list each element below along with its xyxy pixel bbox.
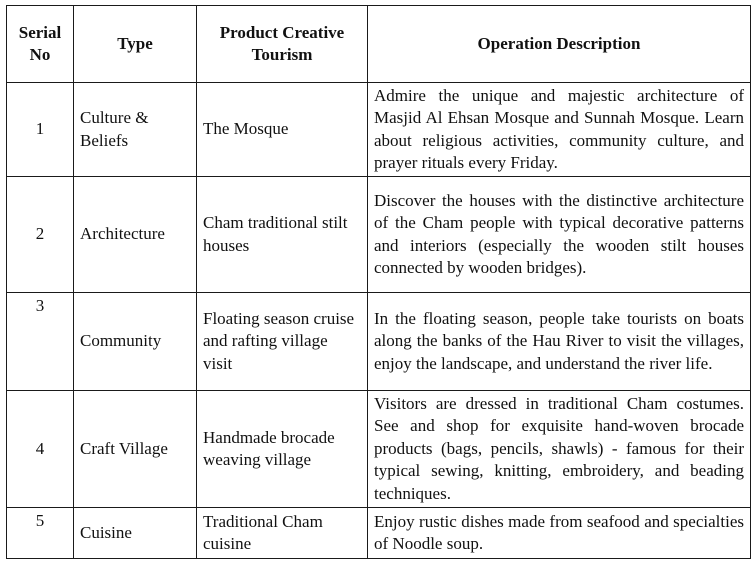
table-header xyxy=(7,6,751,83)
header-description: Operation Description xyxy=(368,6,751,83)
cell-serial: 5 xyxy=(7,508,74,559)
table-row xyxy=(7,391,751,508)
cell-description: Enjoy rustic dishes made from seafood and specialties of Noodle soup. xyxy=(368,508,751,559)
cell-type: Culture & Beliefs xyxy=(74,83,197,177)
cell-serial: 3 xyxy=(7,293,74,391)
header-product: Product Creative Tourism xyxy=(197,6,368,83)
cell-serial: 1 xyxy=(7,83,74,177)
cell-description: Visitors are dressed in traditional Cham costumes. See and shop for exquisite hand-woven brocade products (bags, pencils, shawls) - famous for their typical sewing, knitting, embroidery, and beading techniques. xyxy=(368,391,751,508)
table-body xyxy=(7,83,751,559)
cell-description: Admire the unique and majestic architecture of Masjid Al Ehsan Mosque and Sunnah Mosque. Learn about religious activities, community culture, and prayer rituals every Friday. xyxy=(368,83,751,177)
cell-product: Cham traditional stilt houses xyxy=(197,177,368,293)
table-row xyxy=(7,293,751,391)
table-row xyxy=(7,508,751,559)
table-row xyxy=(7,83,751,177)
table-row xyxy=(7,177,751,293)
cell-description: Discover the houses with the distinctive architecture of the Cham people with typical decorative patterns and interiors (especially the wooden stilt houses connected by wooden bridges). xyxy=(368,177,751,293)
cell-description: In the floating season, people take tourists on boats along the banks of the Hau River to visit the villages, enjoy the landscape, and understand the river life. xyxy=(368,293,751,391)
cell-type: Craft Village xyxy=(74,391,197,508)
header-row xyxy=(7,6,751,83)
cell-type: Cuisine xyxy=(74,508,197,559)
cell-serial: 4 xyxy=(7,391,74,508)
cell-product: Floating season cruise and rafting village visit xyxy=(197,293,368,391)
cell-product: Handmade brocade weaving village xyxy=(197,391,368,508)
cell-serial: 2 xyxy=(7,177,74,293)
cell-type: Architecture xyxy=(74,177,197,293)
header-serial-no: Serial No xyxy=(7,6,74,83)
cell-type: Community xyxy=(74,293,197,391)
cell-product: Traditional Cham cuisine xyxy=(197,508,368,559)
cell-product: The Mosque xyxy=(197,83,368,177)
creative-tourism-table xyxy=(6,5,751,559)
header-type: Type xyxy=(74,6,197,83)
